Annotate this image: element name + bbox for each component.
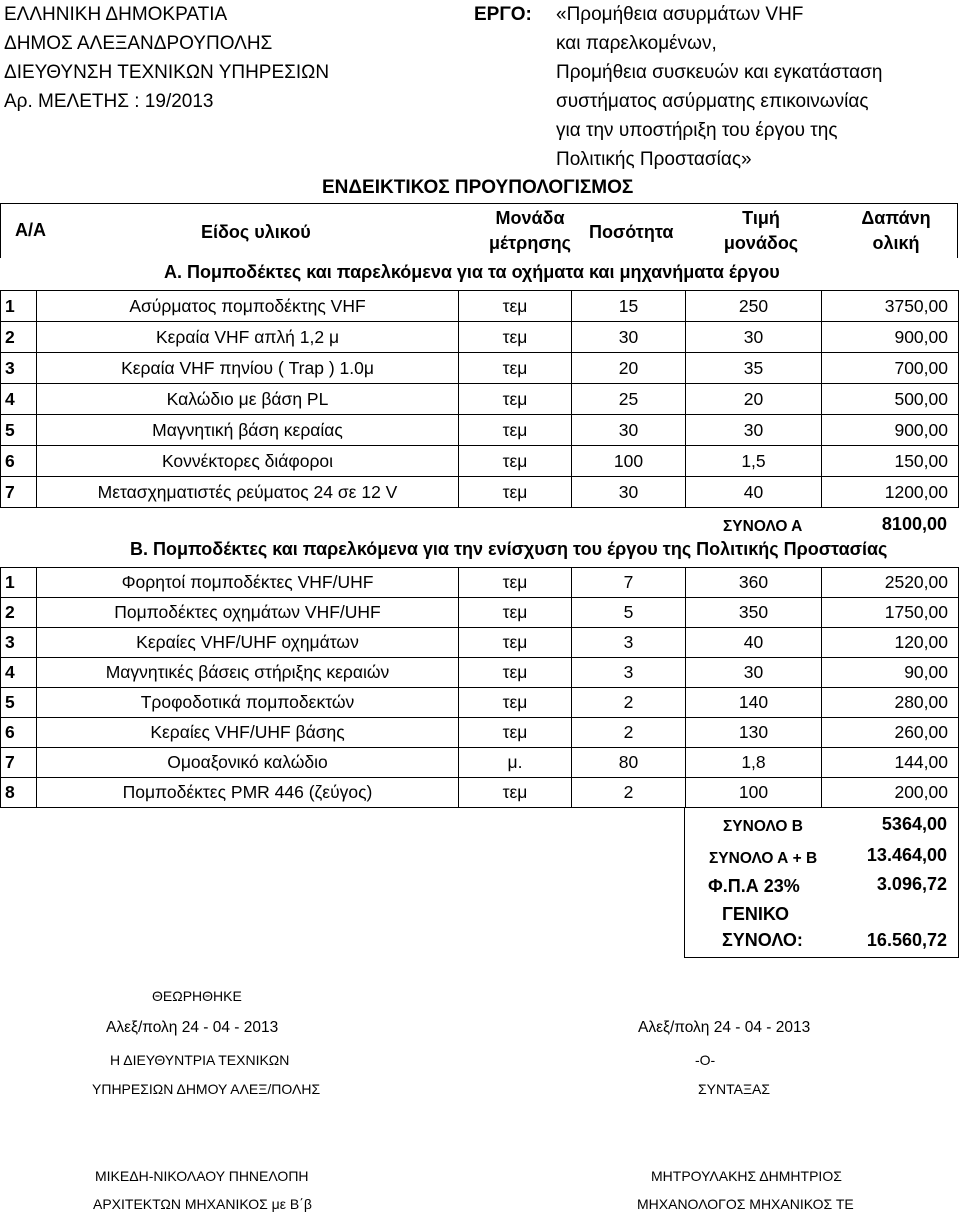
col-price-l2: μονάδος — [723, 233, 799, 253]
table-row — [1, 658, 959, 688]
col-qty: Ποσότητα — [589, 222, 674, 242]
row-unit: τεμ — [459, 291, 572, 322]
row-total: 700,00 — [822, 353, 959, 384]
row-unit: τεμ — [459, 778, 572, 808]
row-total: 120,00 — [822, 628, 959, 658]
sum-ab-value: 13.464,00 — [866, 845, 947, 865]
project-line-2: και παρελκομένων, — [556, 33, 717, 54]
right-signatory-name: ΜΗΤΡΟΥΛΑΚΗΣ ΔΗΜΗΤΡΙΟΣ — [651, 1168, 842, 1184]
header-right-rule — [957, 203, 958, 258]
row-item: Πομποδέκτες οχημάτων VHF/UHF — [37, 598, 459, 628]
vat-label: Φ.Π.Α 23% — [708, 876, 800, 896]
sum-a-value: 8100,00 — [881, 514, 947, 534]
row-quantity: 2 — [572, 778, 686, 808]
row-unit-price: 130 — [686, 718, 822, 748]
project-line-3: Προμήθεια συσκευών και εγκατάσταση — [556, 62, 883, 83]
project-label — [474, 0, 532, 29]
row-item: Κεραία VHF απλή 1,2 μ — [37, 322, 459, 353]
seen-label: ΘΕΩΡΗΘΗΚΕ — [152, 988, 242, 1004]
section-a-table — [0, 290, 959, 508]
row-unit: τεμ — [459, 688, 572, 718]
row-item: Κοννέκτορες διάφοροι — [37, 446, 459, 477]
row-unit-price: 35 — [686, 353, 822, 384]
row-number: 1 — [1, 568, 37, 598]
row-number: 2 — [1, 598, 37, 628]
grand-value: 16.560,72 — [866, 930, 947, 950]
left-signatory-title: ΑΡΧΙΤΕΚΤΩΝ ΜΗΧΑΝΙΚΟΣ με Β΄β — [93, 1196, 312, 1212]
row-number: 6 — [1, 718, 37, 748]
table-row — [1, 568, 959, 598]
col-unit-l2: μέτρησης — [489, 233, 571, 253]
col-price-l1: Τιμή — [742, 208, 780, 228]
row-unit-price: 350 — [686, 598, 822, 628]
row-number: 5 — [1, 415, 37, 446]
project-line-5: για την υποστήριξη του έργου της — [556, 120, 838, 141]
row-unit: τεμ — [459, 598, 572, 628]
row-quantity: 30 — [572, 477, 686, 508]
left-signatory-name: ΜΙΚΕΔΗ-ΝΙΚΟΛΑΟΥ ΠΗΝΕΛΟΠΗ — [95, 1168, 309, 1184]
row-quantity: 2 — [572, 718, 686, 748]
row-total: 2520,00 — [822, 568, 959, 598]
row-total: 500,00 — [822, 384, 959, 415]
vat-value: 3.096,72 — [876, 874, 947, 894]
right-date: Αλεξ/πολη 24 - 04 - 2013 — [638, 1019, 811, 1036]
row-quantity: 20 — [572, 353, 686, 384]
table-row — [1, 748, 959, 778]
row-total: 200,00 — [822, 778, 959, 808]
doc-title: ΕΝΔΕΙΚΤΙΚΟΣ ΠΡΟΥΠΟΛΟΓΙΣΜΟΣ — [322, 177, 634, 198]
row-unit: τεμ — [459, 384, 572, 415]
table-row — [1, 415, 959, 446]
row-quantity: 30 — [572, 322, 686, 353]
row-total: 280,00 — [822, 688, 959, 718]
row-item: Μαγνητική βάση κεραίας — [37, 415, 459, 446]
col-unit-l1: Μονάδα — [495, 208, 565, 228]
row-quantity: 3 — [572, 628, 686, 658]
row-unit: τεμ — [459, 415, 572, 446]
table-row — [1, 718, 959, 748]
row-unit: τεμ — [459, 628, 572, 658]
row-quantity: 100 — [572, 446, 686, 477]
header-country: ΕΛΛΗΝΙΚΗ ΔΗΜΟΚΡΑΤΙΑ — [4, 4, 228, 25]
row-item: Μαγνητικές βάσεις στήριξης κεραιών — [37, 658, 459, 688]
row-unit-price: 1,5 — [686, 446, 822, 477]
row-unit-price: 30 — [686, 658, 822, 688]
right-role-1: -Ο- — [695, 1052, 716, 1068]
header-left-rule — [0, 203, 1, 258]
col-total-l2: ολική — [872, 233, 920, 253]
row-unit-price: 30 — [686, 322, 822, 353]
table-row — [1, 688, 959, 718]
row-unit-price: 250 — [686, 291, 822, 322]
header-municipality: ΔΗΜΟΣ ΑΛΕΞΑΝΔΡΟΥΠΟΛΗΣ — [4, 33, 273, 54]
row-number: 4 — [1, 384, 37, 415]
sum-a-label: ΣΥΝΟΛΟ Α — [723, 518, 803, 535]
row-number: 3 — [1, 628, 37, 658]
header-left — [4, 0, 329, 116]
header-study-number: Αρ. ΜΕΛΕΤΗΣ : 19/2013 — [4, 91, 214, 112]
left-role-2: ΥΠΗΡΕΣΙΩΝ ΔΗΜΟΥ ΑΛΕΞ/ΠΟΛΗΣ — [92, 1081, 321, 1097]
row-quantity: 3 — [572, 658, 686, 688]
table-row — [1, 598, 959, 628]
row-unit-price: 100 — [686, 778, 822, 808]
row-unit: μ. — [459, 748, 572, 778]
row-number: 7 — [1, 477, 37, 508]
row-number: 4 — [1, 658, 37, 688]
row-quantity: 25 — [572, 384, 686, 415]
row-quantity: 15 — [572, 291, 686, 322]
row-total: 1200,00 — [822, 477, 959, 508]
grand-label-2: ΣΥΝΟΛΟ: — [722, 930, 803, 950]
row-total: 900,00 — [822, 415, 959, 446]
row-quantity: 2 — [572, 688, 686, 718]
row-item: Ασύρματος πομποδέκτης VHF — [37, 291, 459, 322]
col-total — [846, 206, 946, 256]
table-row — [1, 446, 959, 477]
row-unit-price: 360 — [686, 568, 822, 598]
row-unit-price: 40 — [686, 477, 822, 508]
row-unit: τεμ — [459, 718, 572, 748]
row-unit-price: 140 — [686, 688, 822, 718]
row-quantity: 7 — [572, 568, 686, 598]
project-line-6: Πολιτικής Προστασίας» — [556, 149, 752, 170]
row-number: 1 — [1, 291, 37, 322]
col-unit — [470, 206, 590, 256]
row-total: 900,00 — [822, 322, 959, 353]
row-total: 3750,00 — [822, 291, 959, 322]
row-unit: τεμ — [459, 353, 572, 384]
row-item: Κεραίες VHF/UHF βάσης — [37, 718, 459, 748]
row-unit-price: 1,8 — [686, 748, 822, 778]
table-row — [1, 778, 959, 808]
row-item: Φορητοί πομποδέκτες VHF/UHF — [37, 568, 459, 598]
row-total: 150,00 — [822, 446, 959, 477]
row-number: 2 — [1, 322, 37, 353]
row-item: Κεραίες VHF/UHF οχημάτων — [37, 628, 459, 658]
row-item: Πομποδέκτες PMR 446 (ζεύγος) — [37, 778, 459, 808]
header-top-rule — [0, 203, 957, 204]
col-item: Είδος υλικού — [201, 222, 311, 242]
row-item: Μετασχηματιστές ρεύματος 24 σε 12 V — [37, 477, 459, 508]
sum-b-label: ΣΥΝΟΛΟ Β — [723, 818, 803, 835]
header-directorate: ΔΙΕΥΘΥΝΣΗ ΤΕΧΝΙΚΩΝ ΥΠΗΡΕΣΙΩΝ — [4, 62, 330, 83]
row-unit: τεμ — [459, 446, 572, 477]
row-item: Τροφοδοτικά πομποδεκτών — [37, 688, 459, 718]
col-price — [706, 206, 816, 256]
project-line-4: συστήματος ασύρματης επικοινωνίας — [556, 91, 869, 112]
table-row — [1, 628, 959, 658]
row-total: 90,00 — [822, 658, 959, 688]
sum-ab-label: ΣΥΝΟΛΟ Α + Β — [709, 850, 818, 867]
row-total: 144,00 — [822, 748, 959, 778]
row-unit: τεμ — [459, 658, 572, 688]
row-unit-price: 30 — [686, 415, 822, 446]
left-role-1: Η ΔΙΕΥΘΥΝΤΡΙΑ ΤΕΧΝΙΚΩΝ — [110, 1052, 290, 1068]
table-row — [1, 384, 959, 415]
section-b-table — [0, 567, 959, 808]
row-total: 1750,00 — [822, 598, 959, 628]
project-label-text: ΕΡΓΟ: — [474, 4, 532, 25]
table-row — [1, 353, 959, 384]
row-unit: τεμ — [459, 568, 572, 598]
table-row — [1, 291, 959, 322]
row-total: 260,00 — [822, 718, 959, 748]
right-signatory-title: ΜΗΧΑΝΟΛΟΓΟΣ ΜΗΧΑΝΙΚΟΣ ΤΕ — [637, 1196, 854, 1212]
section-b-title: Β. Πομποδέκτες και παρελκόμενα για την ενίσχυση του έργου της Πολιτικής Προστασίας — [130, 539, 888, 559]
sum-b-value: 5364,00 — [881, 814, 947, 834]
row-quantity: 30 — [572, 415, 686, 446]
section-a-title: Α. Πομποδέκτες και παρελκόμενα για τα οχήματα και μηχανήματα έργου — [164, 262, 780, 282]
col-total-l1: Δαπάνη — [861, 208, 931, 228]
row-quantity: 5 — [572, 598, 686, 628]
table-row — [1, 322, 959, 353]
row-number: 6 — [1, 446, 37, 477]
row-number: 8 — [1, 778, 37, 808]
row-unit: τεμ — [459, 322, 572, 353]
row-unit: τεμ — [459, 477, 572, 508]
project-description — [556, 0, 882, 174]
row-quantity: 80 — [572, 748, 686, 778]
row-number: 7 — [1, 748, 37, 778]
row-number: 5 — [1, 688, 37, 718]
row-number: 3 — [1, 353, 37, 384]
project-line-1: «Προμήθεια ασυρμάτων VHF — [556, 4, 804, 25]
row-item: Ομοαξονικό καλώδιο — [37, 748, 459, 778]
col-aa: Α/Α — [15, 220, 46, 240]
row-unit-price: 40 — [686, 628, 822, 658]
row-unit-price: 20 — [686, 384, 822, 415]
row-item: Κεραία VHF πηνίου ( Trap ) 1.0μ — [37, 353, 459, 384]
row-item: Καλώδιο με βάση PL — [37, 384, 459, 415]
right-role-2: ΣΥΝΤΑΞΑΣ — [698, 1081, 771, 1097]
table-row — [1, 477, 959, 508]
left-date: Αλεξ/πολη 24 - 04 - 2013 — [106, 1019, 279, 1036]
grand-label-1: ΓΕΝΙΚΟ — [722, 904, 789, 924]
